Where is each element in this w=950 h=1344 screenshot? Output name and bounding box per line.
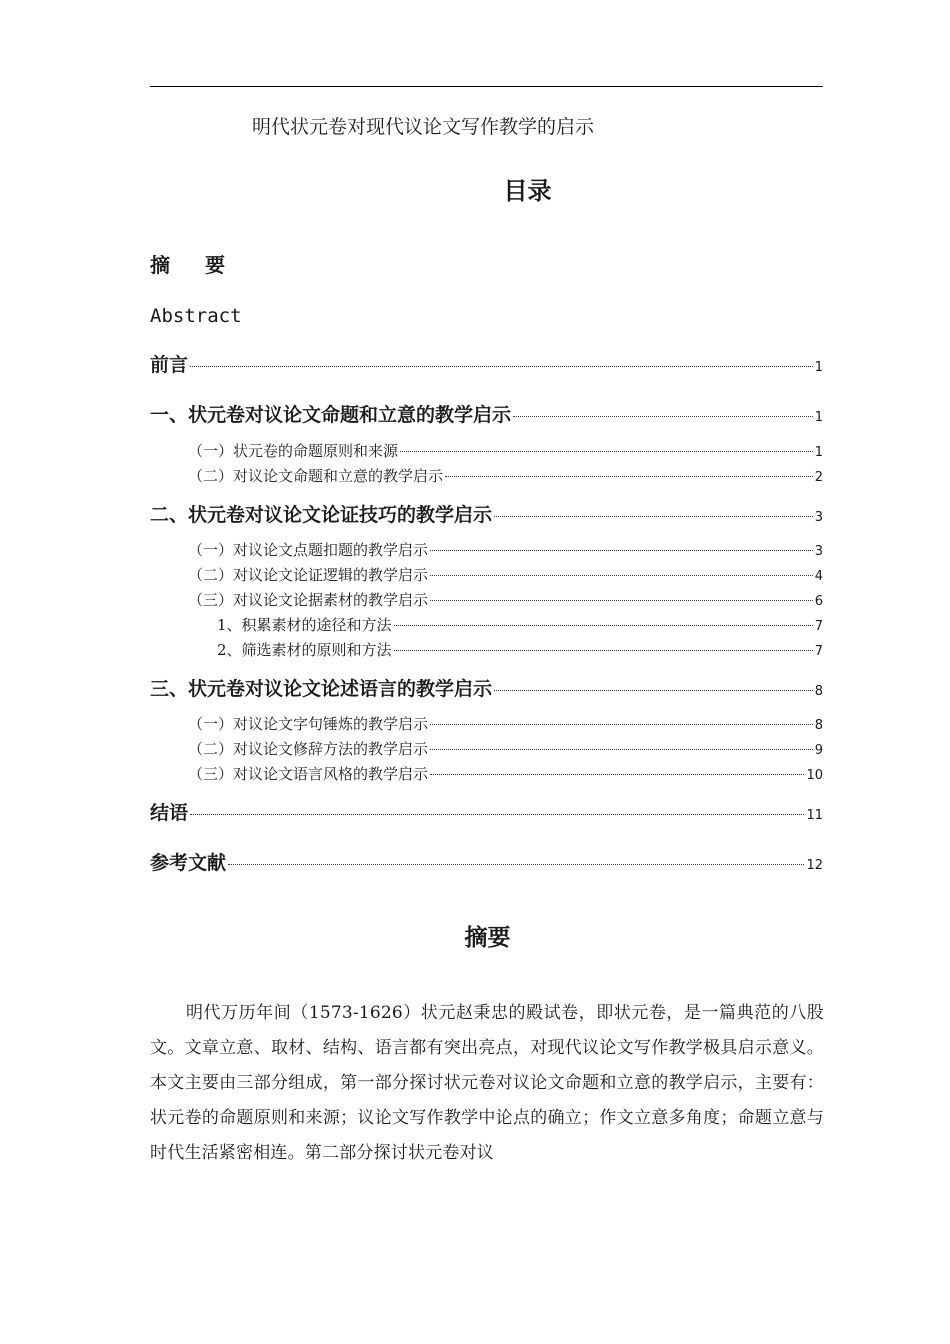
toc-entry-2-1[interactable]	[188, 539, 823, 561]
toc-leader-dots	[445, 476, 813, 477]
toc-page-number: 1	[814, 410, 823, 425]
toc-entry-2-3-2[interactable]	[217, 639, 823, 661]
toc-entry-label: （一）状元卷的命题原则和来源	[188, 442, 399, 460]
toc-page-number: 2	[814, 470, 823, 485]
toc-entry-label: （二）对议论文命题和立意的教学启示	[188, 467, 444, 485]
toc-leader-dots	[400, 451, 813, 452]
toc-entry-chapter-3[interactable]	[150, 676, 823, 702]
toc-entry-label: （一）对议论文字句锤炼的教学启示	[188, 715, 429, 733]
toc-entry-label: （三）对议论文论据素材的教学启示	[188, 591, 429, 609]
toc-entry-2-3-1[interactable]	[217, 614, 823, 636]
toc-leader-dots	[430, 600, 813, 601]
abstract-paragraph: 明代万历年间（1573-1626）状元赵秉忠的殿试卷，即状元卷，是一篇典范的八股文。文章立意、取材、结构、语言都有突出亮点，对现代议论文写作教学极具启示意义。本文主要由三部分组成，第一部分探讨状元卷对议论文命题和立意的教学启示，主要有：状元卷的命题原则和来源；议论文写作教学中论点的确立；作文立意多角度；命题立意与时代生活紧密相连。第二部分探讨状元卷对议	[150, 1003, 824, 1163]
toc-entry-label: 结语	[150, 802, 189, 824]
toc-page-number: 1	[814, 445, 823, 460]
toc-leader-dots	[394, 650, 813, 651]
toc-leader-dots	[430, 724, 813, 725]
toc-entry-label: 三、状元卷对议论文论述语言的教学启示	[150, 678, 493, 700]
toc-page-number: 8	[814, 718, 823, 733]
toc-entry-label: 2、筛选素材的原则和方法	[217, 641, 392, 659]
toc-page-number: 3	[814, 510, 823, 525]
toc-page-number: 12	[806, 858, 823, 873]
toc-leader-dots	[494, 516, 813, 517]
toc-entry-1-2[interactable]	[188, 465, 823, 487]
toc-page-number: 11	[806, 808, 823, 823]
toc-entry-chapter-2[interactable]	[150, 502, 823, 528]
toc-entry-label: 参考文献	[150, 852, 227, 874]
toc-leader-dots	[430, 550, 813, 551]
toc-page-number: 4	[814, 569, 823, 584]
toc-abstract-cn: 摘 要	[150, 253, 239, 277]
toc-leader-dots	[430, 774, 804, 775]
toc-leader-dots	[228, 864, 804, 865]
toc-entry-label: 前言	[150, 354, 189, 376]
toc-entry-conclusion[interactable]	[150, 800, 823, 826]
toc-entry-label: （二）对议论文修辞方法的教学启示	[188, 740, 429, 758]
toc-page-number: 1	[814, 360, 823, 375]
toc-abstract-en: Abstract	[150, 305, 242, 327]
toc-entry-3-2[interactable]	[188, 738, 823, 760]
toc-entry-preface[interactable]	[150, 352, 823, 378]
toc-page-number: 3	[814, 544, 823, 559]
toc-entry-label: 一、状元卷对议论文命题和立意的教学启示	[150, 404, 512, 426]
toc-heading: 目录	[503, 177, 552, 205]
header-rule	[150, 86, 823, 87]
toc-leader-dots	[494, 690, 813, 691]
toc-entry-references[interactable]	[150, 850, 823, 876]
toc-entry-label: 1、积累素材的途径和方法	[217, 616, 392, 634]
toc-entry-2-2[interactable]	[188, 564, 823, 586]
toc-leader-dots	[394, 625, 813, 626]
toc-leader-dots	[190, 814, 804, 815]
toc-page-number: 7	[814, 619, 823, 634]
toc-page-number: 9	[814, 743, 823, 758]
toc-leader-dots	[513, 416, 813, 417]
toc-leader-dots	[430, 575, 813, 576]
toc-page-number: 8	[814, 684, 823, 699]
toc-page-number: 6	[814, 594, 823, 609]
toc-entry-3-3[interactable]	[188, 763, 823, 785]
abstract-heading: 摘要	[464, 925, 511, 951]
toc-page-number: 7	[814, 644, 823, 659]
toc-entry-label: （二）对议论文论证逻辑的教学启示	[188, 566, 429, 584]
toc-page-number: 10	[806, 768, 823, 783]
toc-leader-dots	[190, 366, 813, 367]
toc-entry-2-3[interactable]	[188, 589, 823, 611]
toc-entry-1-1[interactable]	[188, 440, 823, 462]
toc-entry-label: 二、状元卷对议论文论证技巧的教学启示	[150, 504, 493, 526]
toc-leader-dots	[430, 749, 813, 750]
toc-entry-3-1[interactable]	[188, 713, 823, 735]
document-title: 明代状元卷对现代议论文写作教学的启示	[252, 116, 595, 138]
toc-entry-chapter-1[interactable]	[150, 402, 823, 428]
toc-entry-label: （三）对议论文语言风格的教学启示	[188, 765, 429, 783]
toc-entry-label: （一）对议论文点题扣题的教学启示	[188, 541, 429, 559]
